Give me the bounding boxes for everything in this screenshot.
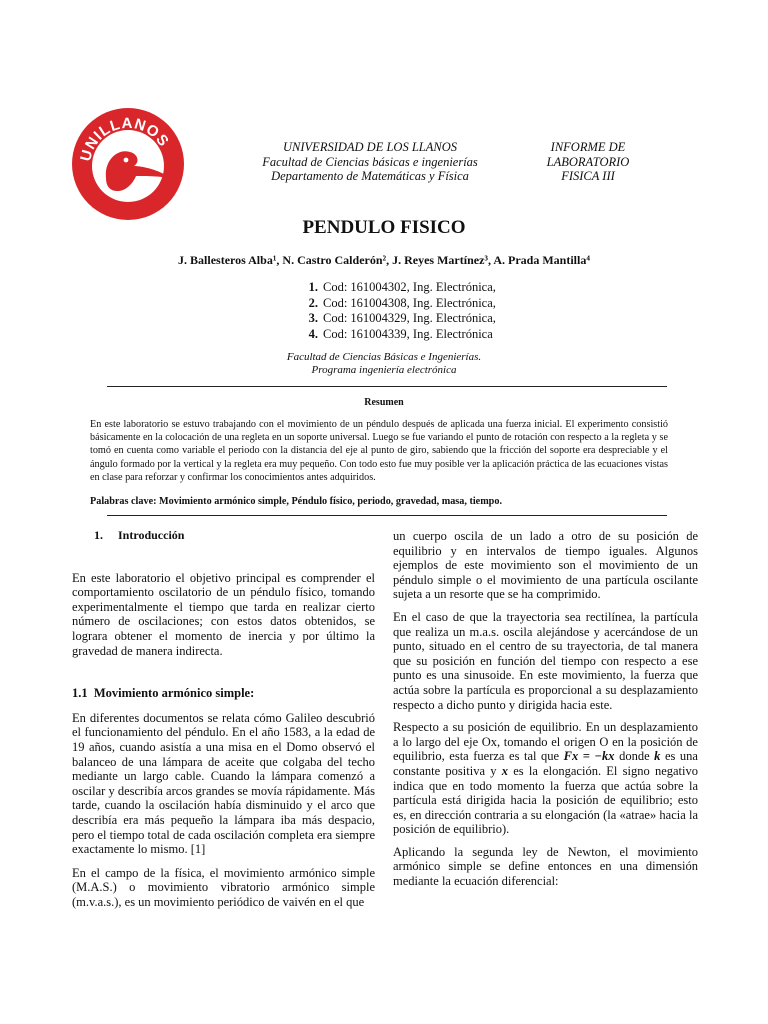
code-item: 1. Cod: 161004302, Ing. Electrónica,	[308, 280, 496, 294]
mas-paragraph-1: En diferentes documentos se relata cómo Galileo descubrió el funcionamiento del péndulo. En el año 1583, a la edad de 19 años, cuando asistía a una misa en el Domo observó el balanceo de una lámpara de aceite que colgaba del techo mediante un largo cable. Cuando la lámpara comenzó a oscilar y describía arcos grandes se movía rápidamente. Más tarde, cuando la oscilación había disminuido y el arco que describía era más pequeño la lámpara iba más despacio, pero el tiempo total de cada oscilación completa era siempre exactamente lo mismo. [1]	[72, 710, 376, 857]
author-codes	[300, 280, 496, 342]
section-heading-intro: 1. Introducción	[94, 528, 185, 542]
left-column	[72, 528, 375, 909]
university-name: UNIVERSIDAD DE LOS LLANOS	[283, 140, 457, 154]
elongation-x: x	[501, 763, 508, 778]
code-item: 2. Cod: 161004308, Ing. Electrónica,	[308, 295, 496, 310]
force-equation: Fx = −kx	[563, 749, 615, 764]
paper-title: PENDULO FISICO	[302, 217, 466, 238]
abstract-heading: Resumen	[364, 397, 404, 408]
constant-k: k	[654, 749, 661, 764]
report-line-1: INFORME DE	[550, 140, 626, 154]
affiliation	[0, 351, 768, 377]
university-header	[230, 140, 510, 184]
department-name: Departamento de Matemáticas y Física	[271, 169, 469, 183]
divider-bottom	[107, 515, 667, 516]
report-line-2: LABORATORIO	[546, 154, 630, 169]
mas-paragraph-2: En el campo de la física, el movimiento armónico simple (M.A.S.) o movimiento vibratorio armónico simple (m.v.a.s.), es un movimiento periódico de vaivén en el que	[72, 865, 375, 909]
right-paragraph-3: Respecto a su posición de equilibrio. En un desplazamiento a lo largo del eje Ox, tomando el origen O en la posición de equilibrio, esta fuerza es tal que Fx = −kx donde k es una constante positiva y x es la elongación. El signo negativo indica que en todo momento la fuerza que actúa sobre la partícula está dirigida hacia la posición de equilibrio; esto es, en dirección contraria a su elongación (la «atrae» hacia la posición de equilibrio).	[393, 720, 698, 837]
right-paragraph-4: Aplicando la segunda ley de Newton, el movimiento armónico simple se define entonces en una dimensión mediante la ecuación diferencial:	[393, 844, 698, 889]
right-paragraph-1: un cuerpo oscila de un lado a otro de su posición de equilibrio y en intervalos de tiempo iguales. Algunos ejemplos de este movimiento son el movimiento de un péndulo simple o el movimiento de una partícula oscilante sujeta a un resorte que se ha comprimido.	[393, 529, 698, 602]
right-paragraph-2: En el caso de que la trayectoria sea rectilínea, la partícula que realiza un m.a.s. oscila alejándose y acercándose de un punto, situado en el centro de su trayectoria, de tal manera que su posición en función del tiempo con respecto a ese punto es una sinusoide. En este movimiento, la fuerza que actúa sobre la partícula es proporcional a su desplazamiento respecto a dicho punto y dirigida hacia este.	[393, 609, 698, 712]
affiliation-line-2: Programa ingeniería electrónica	[311, 364, 457, 376]
logo-text: UNILLANOS	[77, 114, 173, 163]
divider-top	[107, 386, 667, 387]
right-column	[393, 529, 698, 889]
code-item: 3. Cod: 161004329, Ing. Electrónica,	[308, 311, 496, 325]
intro-paragraph: En este laboratorio el objetivo principal es comprender el comportamiento oscilatorio de un péndulo físico, tomando experimentalmente el tiempo que tarda en realizar cierto número de oscilaciones; con estos datos obtenidos, se lograra obtener el momento de inercia y por último la gravedad de manera indirecta.	[72, 570, 375, 658]
subsection-heading-mas: 1.1 Movimiento armónico simple:	[72, 686, 255, 701]
abstract-text: En este laboratorio se estuvo trabajando con el movimiento de un péndulo después de aplicada una fuerza inicial. El experimento consistió básicamente en la colocación de una regleta en un soporte universal. Luego se fue variando el punto de rotación con respecto a la regleta y se tomó en cuenta como variable el periodo con la distancia del eje al punto de giro, sabiendo que la fricción del soporte era despreciable y el ángulo formado por la vertical y la regleta era muy pequeño. Con todo esto fue muy posible ver la aplicación práctica de las ecuaciones vistas en clase para reforzar y confirmar los conocimientos antes adquiridos.	[90, 419, 668, 483]
report-line-3: FISICA III	[561, 169, 615, 183]
university-logo	[68, 104, 188, 224]
code-item: 4. Cod: 161004339, Ing. Electrónica	[308, 326, 493, 341]
report-label	[528, 140, 648, 184]
keywords: Palabras clave: Movimiento armónico simple, Péndulo físico, periodo, gravedad, masa, tiempo.	[90, 496, 502, 507]
authors: J. Ballesteros Alba¹, N. Castro Calderón², J. Reyes Martínez³, A. Prada Mantilla⁴	[178, 253, 590, 267]
faculty-name: Facultad de Ciencias básicas e ingenierías	[262, 154, 478, 169]
affiliation-line-1: Facultad de Ciencias Básicas e Ingenierías.	[286, 351, 482, 363]
